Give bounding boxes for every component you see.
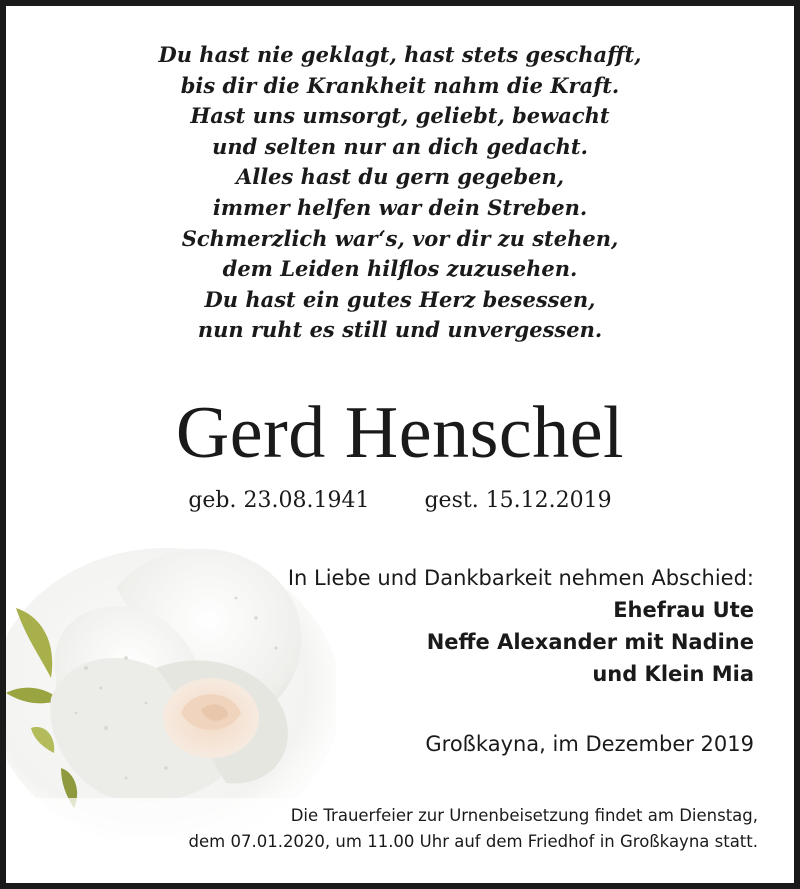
poem-line: Hast uns umsorgt, geliebt, bewacht bbox=[190, 103, 610, 129]
life-dates bbox=[6, 484, 794, 518]
poem-line: nun ruht es still und unvergessen. bbox=[197, 317, 603, 343]
ceremony-line: dem 07.01.2020, um 11.00 Uhr auf dem Friedhof in Großkayna statt. bbox=[188, 832, 758, 851]
poem-line: dem Leiden hilflos zuzusehen. bbox=[222, 256, 578, 282]
deceased-name: Gerd Henschel bbox=[175, 392, 625, 474]
birth-date: geb. 23.08.1941 bbox=[188, 488, 370, 513]
poem-line: Du hast nie geklagt, hast stets geschafft, bbox=[158, 42, 642, 67]
poem-line: bis dir die Krankheit nahm die Kraft. bbox=[180, 72, 620, 98]
poem-line: Schmerzlich war‘s, vor dir zu stehen, bbox=[181, 225, 619, 251]
white-rose-image bbox=[6, 528, 336, 838]
death-date: gest. 15.12.2019 bbox=[424, 488, 612, 513]
mourner-name: und Klein Mia bbox=[592, 662, 754, 686]
poem-line: und selten nur an dich gedacht. bbox=[212, 133, 588, 159]
mourner-name: Neffe Alexander mit Nadine bbox=[426, 630, 754, 654]
place-date: Großkayna, im Dezember 2019 bbox=[425, 732, 754, 756]
poem-line: immer helfen war dein Streben. bbox=[212, 194, 588, 220]
poem-line: Du hast ein gutes Herz besessen, bbox=[204, 286, 596, 312]
mourner-name: Ehefrau Ute bbox=[613, 598, 754, 622]
poem bbox=[6, 40, 794, 346]
mourners-block bbox=[288, 562, 754, 690]
poem-line: Alles hast du gern gegeben, bbox=[235, 164, 565, 190]
ceremony-info bbox=[189, 803, 758, 855]
mourners-intro: In Liebe und Dankbarkeit nehmen Abschied: bbox=[287, 566, 754, 590]
ceremony-line: Die Trauerfeier zur Urnenbeisetzung findet am Dienstag, bbox=[290, 806, 758, 825]
